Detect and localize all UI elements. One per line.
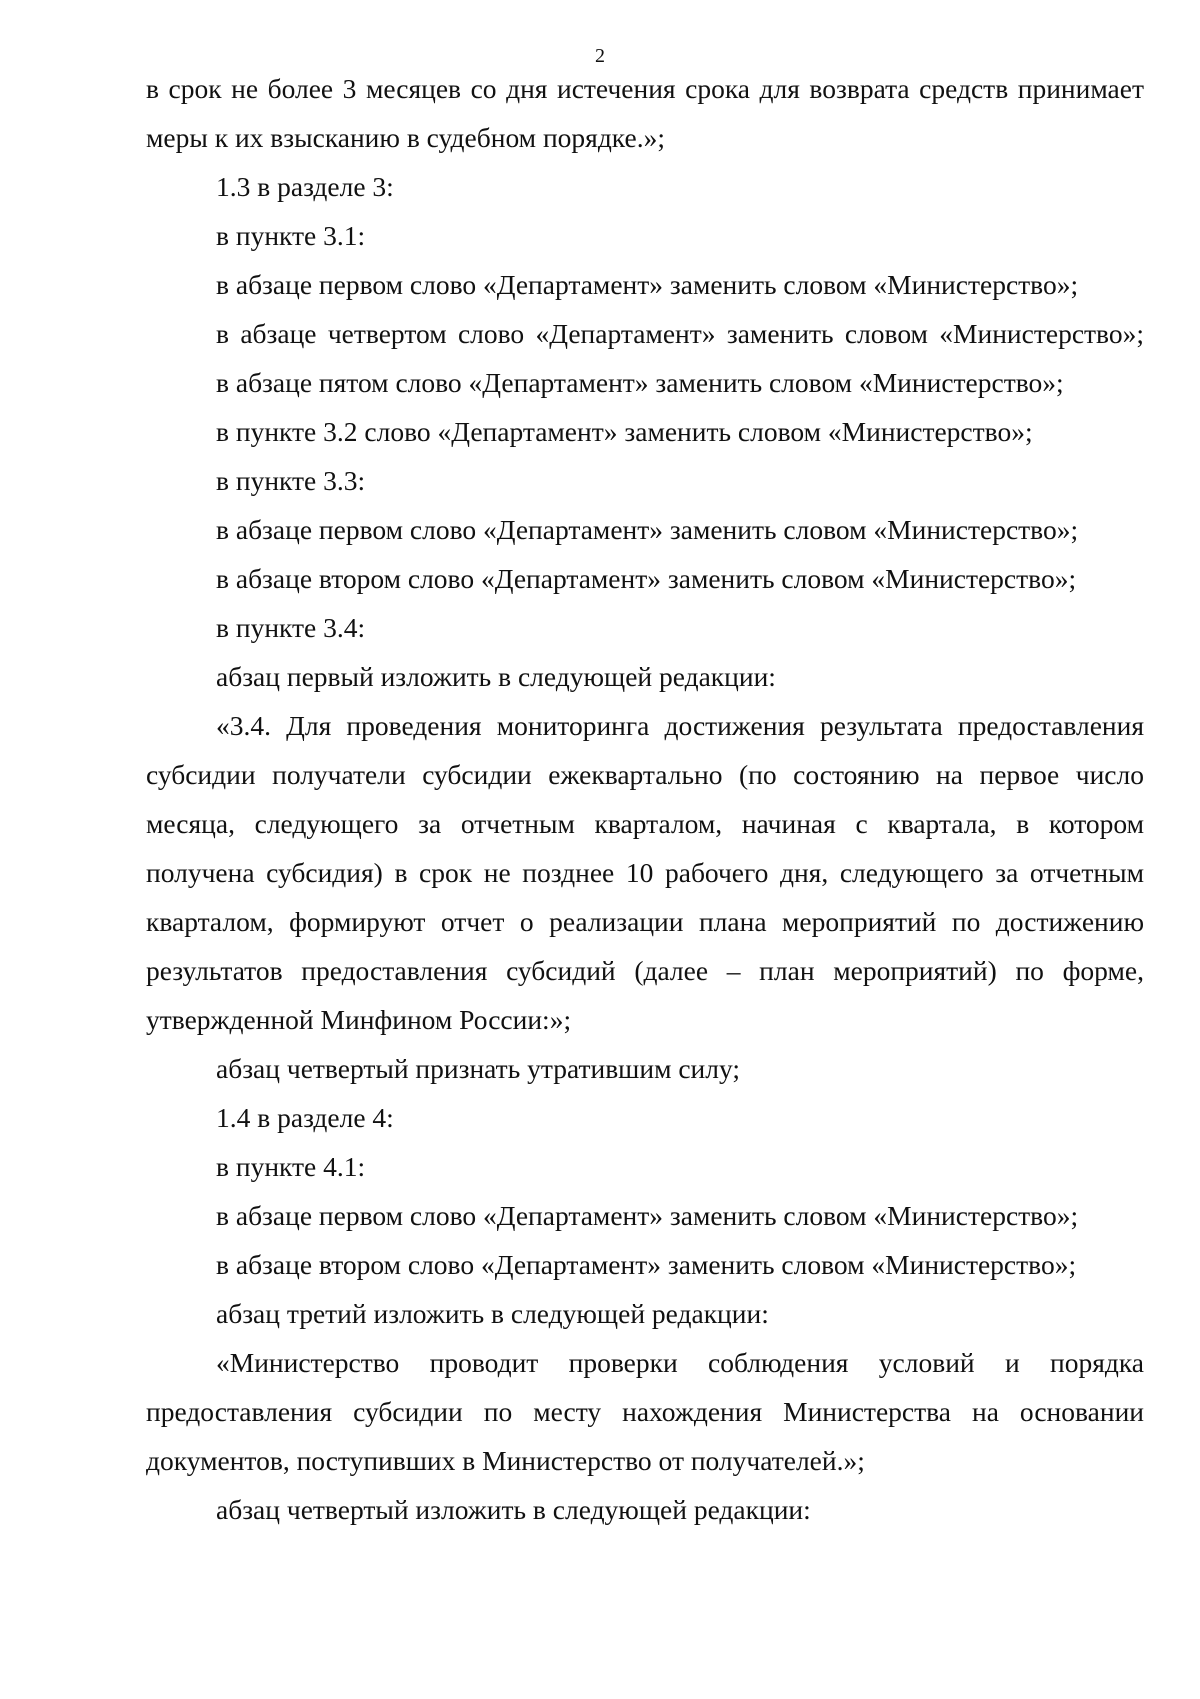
paragraph: в абзаце четвертом слово «Департамент» заменить словом «Министерство»; (216, 318, 1144, 349)
paragraph: в абзаце первом слово «Департамент» заменить словом «Министерство»; (216, 269, 1079, 300)
paragraph: абзац первый изложить в следующей редакции: (216, 661, 776, 692)
paragraph: в пункте 3.1: (216, 220, 366, 251)
paragraph: в пункте 4.1: (216, 1151, 366, 1182)
paragraph: в пункте 3.4: (216, 612, 366, 643)
paragraph: в пункте 3.2 слово «Департамент» заменить словом «Министерство»; (216, 416, 1033, 447)
paragraph: «3.4. Для проведения мониторинга достижения результата предоставления субсидии получатели субсидии ежеквартально (по состоянию на первое число месяца, следующего за отчетным кварталом, начиная с квартала, в котором получена субсидия) в срок не позднее 10 рабочего дня, следующего за отчетным кварталом, формируют отчет о реализации плана мероприятий по достижению результатов предоставления субсидий (далее – план мероприятий) по форме, утвержденной Минфином России:»; (146, 710, 1144, 1035)
paragraph: в пункте 3.3: (216, 465, 366, 496)
paragraph: в срок не более 3 месяцев со дня истечения срока для возврата средств принимает меры к их взысканию в судебном порядке.»; (146, 73, 1144, 153)
paragraph: в абзаце втором слово «Департамент» заменить словом «Министерство»; (216, 1249, 1077, 1280)
paragraph: абзац четвертый изложить в следующей редакции: (216, 1494, 811, 1525)
paragraph: абзац третий изложить в следующей редакции: (216, 1298, 769, 1329)
paragraph: абзац четвертый признать утратившим силу; (216, 1053, 741, 1084)
page-number: 2 (595, 45, 605, 67)
paragraph: 1.4 в разделе 4: (216, 1102, 394, 1133)
paragraph: в абзаце пятом слово «Департамент» заменить словом «Министерство»; (216, 367, 1064, 398)
paragraph: 1.3 в разделе 3: (216, 171, 394, 202)
paragraph: в абзаце первом слово «Департамент» заменить словом «Министерство»; (216, 1200, 1079, 1231)
document-body (146, 64, 1144, 1534)
paragraph: «Министерство проводит проверки соблюдения условий и порядка предоставления субсидии по месту нахождения Министерства на основании документов, поступивших в Министерство от получателей.»; (146, 1347, 1144, 1476)
paragraph: в абзаце первом слово «Департамент» заменить словом «Министерство»; (216, 514, 1079, 545)
paragraph: в абзаце втором слово «Департамент» заменить словом «Министерство»; (216, 563, 1077, 594)
